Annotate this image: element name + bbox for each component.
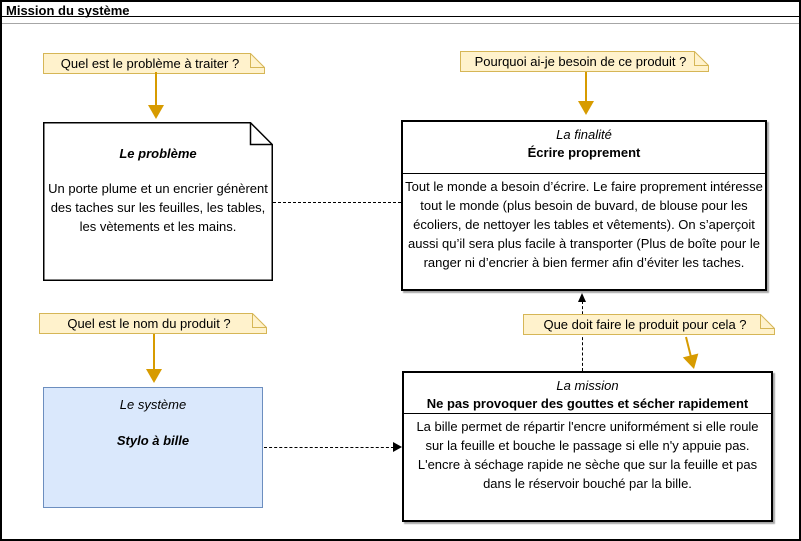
note-why-question-label: Pourquoi ai-je besoin de ce produit ? (474, 54, 687, 69)
mission-box-header (404, 373, 771, 414)
header-separator-line (2, 23, 799, 24)
arrow-problem-question-head (148, 105, 164, 119)
mission-box-label: La mission (556, 378, 619, 393)
mission-box[interactable] (402, 371, 773, 522)
note-product-name-question-label: Quel est le nom du produit ? (67, 316, 231, 331)
arrow-product-action-question[interactable] (678, 335, 702, 372)
arrow-product-action-question-head (683, 354, 702, 371)
note-problem-question-label: Quel est le problème à traiter ? (60, 56, 240, 71)
arrow-product-name-question[interactable] (153, 334, 155, 370)
finality-box[interactable] (401, 120, 767, 291)
connector-mission-finality[interactable] (582, 301, 583, 371)
system-box-label: Le système (119, 397, 187, 412)
connector-problem-finality[interactable] (273, 202, 401, 203)
note-problem-question[interactable] (43, 53, 265, 74)
arrow-why-question[interactable] (585, 72, 587, 102)
note-product-name-question[interactable] (39, 313, 267, 334)
note-product-action-question-label: Que doit faire le produit pour cela ? (543, 317, 747, 332)
mission-box-title: Ne pas provoquer des gouttes et sécher rapidement (426, 396, 749, 411)
finality-box-label: La finalité (556, 127, 612, 142)
arrow-why-question-head (578, 101, 594, 115)
connector-mission-finality-arrowhead (578, 293, 586, 302)
page-title: Mission du système (6, 3, 130, 18)
system-box[interactable] (43, 387, 263, 508)
mission-box-body: La bille permet de répartir l'encre uniformément si elle roule sur la feuille et bouche le passage si elle n'y appuie pas. L'encre à séchage rapide ne sèche que sur la feuille et pas dans le réservoir bouché par la bille. (416, 419, 759, 491)
note-why-question[interactable] (460, 51, 709, 72)
arrow-problem-question[interactable] (155, 72, 157, 106)
problem-box-title: Le problème (119, 146, 197, 161)
note-product-action-question[interactable] (523, 314, 775, 335)
finality-box-header (403, 122, 765, 174)
arrow-shaft (685, 337, 692, 357)
arrow-product-name-question-head (146, 369, 162, 383)
finality-box-body: Tout le monde a besoin d’écrire. Le faire proprement intéresse tout le monde (plus besoin de buvard, de blouse pour les écoliers, de nettoyer les tables et vêtements). On s’aperçoit aussi qu’il sera plus facile à transporter (Plus de boîte pour le ranger ni d’encrier à bien fermer afin d’éviter les taches. (405, 179, 763, 270)
finality-box-title: Écrire proprement (527, 145, 641, 160)
problem-box-body: Un porte plume et un encrier génèrent des taches sur les feuilles, les tables, les vètements et les mains. (48, 181, 268, 234)
problem-box[interactable] (43, 122, 273, 281)
connector-system-mission[interactable] (264, 447, 394, 448)
title-underline (2, 16, 799, 17)
system-box-title: Stylo à bille (116, 433, 190, 448)
connector-system-mission-arrowhead (393, 442, 402, 452)
